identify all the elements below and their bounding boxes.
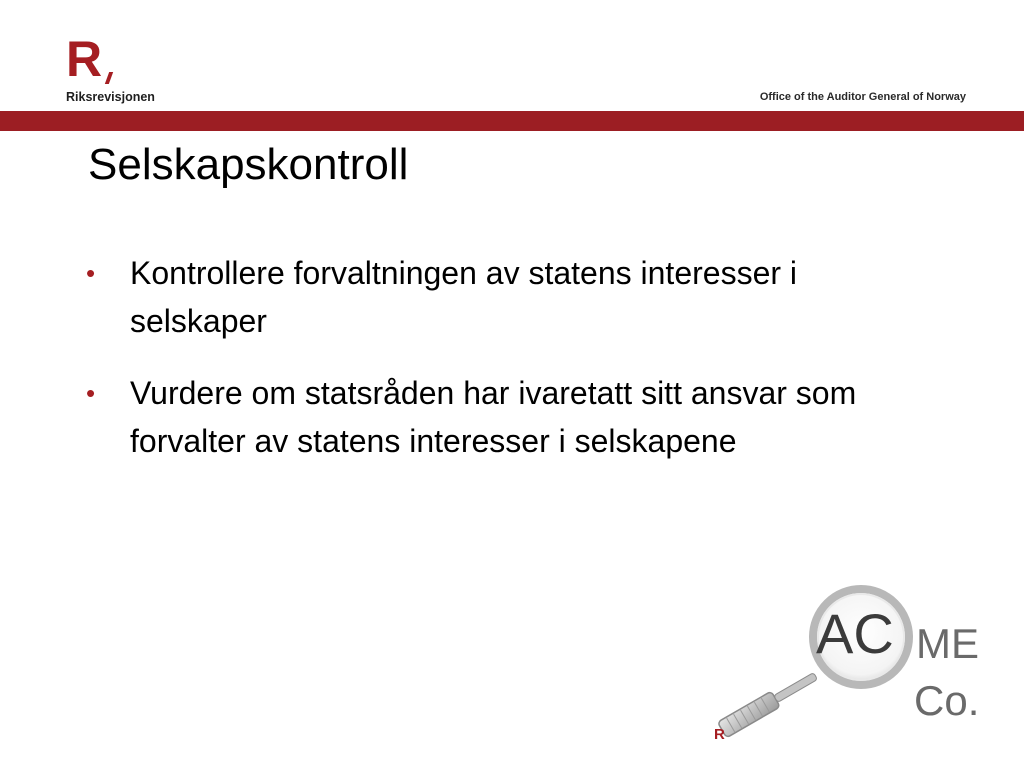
bullet-text: Vurdere om statsråden har ivaretatt sitt ansvar som forvalter av statens interesser i selskapene [130, 375, 857, 459]
bullet-item [86, 249, 936, 345]
acme-ac-text: AC [816, 602, 894, 665]
header-bar [0, 111, 1024, 131]
svg-text:R: R [714, 726, 725, 743]
acme-me-text: ME [916, 620, 979, 667]
slide-title: Selskapskontroll [88, 140, 409, 189]
acme-co-text: Co. [914, 677, 980, 724]
bullet-icon: • [86, 258, 96, 288]
bullet-text: Kontrollere forvaltningen av statens interesser i selskaper [130, 255, 798, 339]
riksrevisjonen-logo [64, 31, 174, 106]
bullet-item [86, 369, 936, 465]
bullet-list [86, 249, 936, 489]
acme-logo [700, 585, 1000, 755]
bullet-icon: • [86, 378, 96, 408]
office-name: Office of the Auditor General of Norway [759, 91, 966, 103]
logo-mark: R [66, 34, 111, 84]
logo-name: Riksrevisjonen [66, 90, 155, 104]
